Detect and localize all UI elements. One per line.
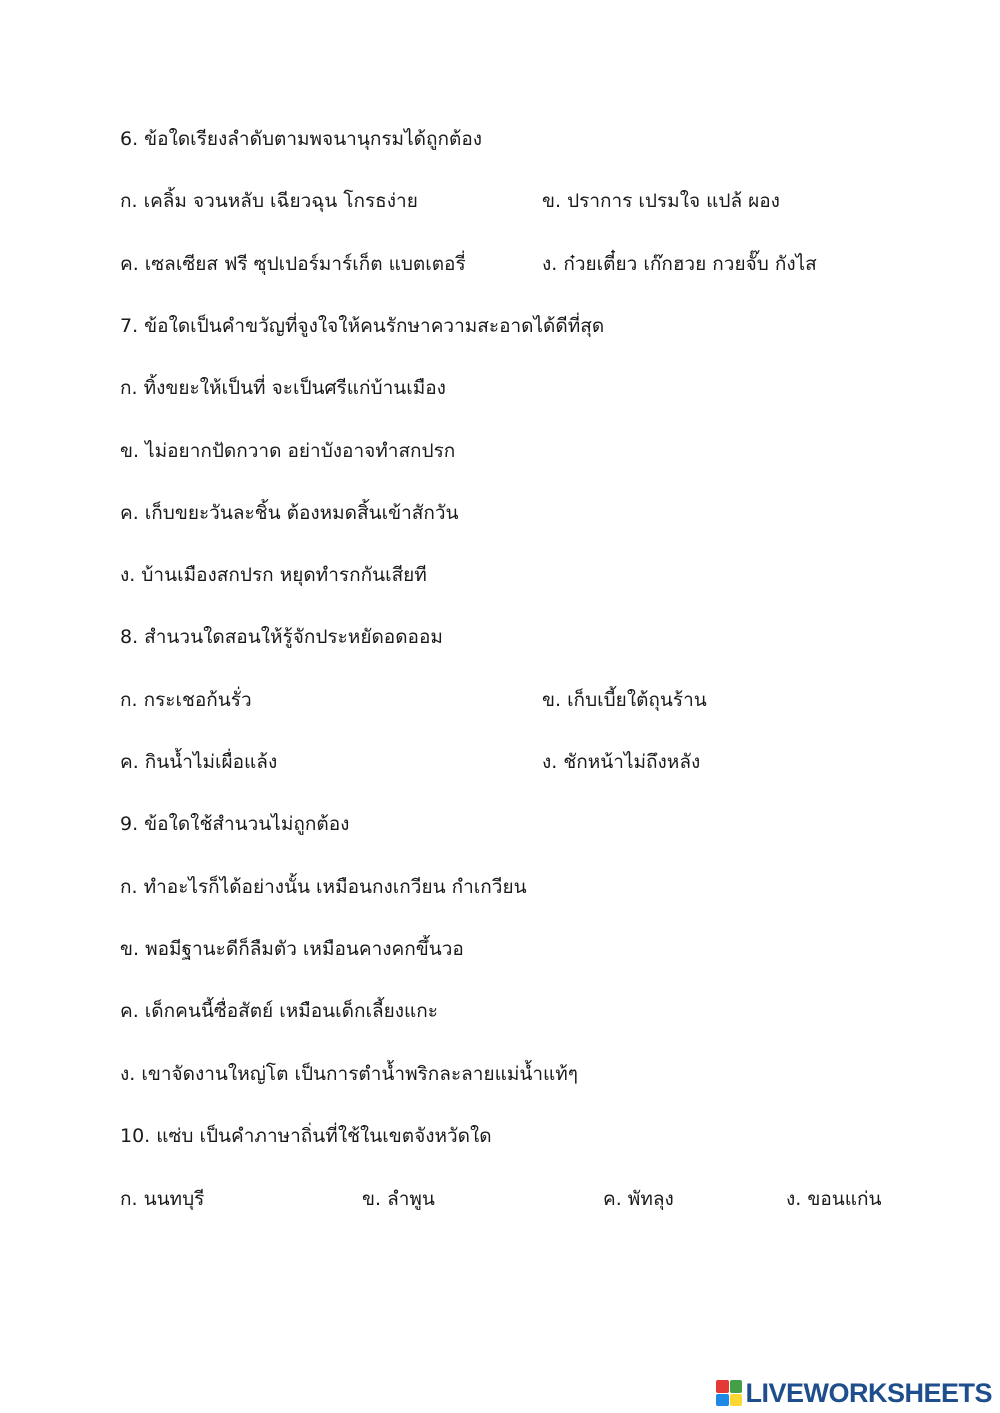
q6-option-c: ค. เซลเซียส ฟรี ซุปเปอร์มาร์เก็ต แบตเตอรี่ — [120, 253, 466, 275]
q9-option-c: ค. เด็กคนนี้ซื่อสัตย์ เหมือนเด็กเลี้ยงแกะ — [120, 1000, 439, 1022]
question-6: 6. ข้อใดเรียงลำดับตามพจนานุกรมได้ถูกต้อง — [120, 128, 483, 150]
q8-option-b: ข. เก็บเบี้ยใต้ถุนร้าน — [542, 689, 707, 711]
q6-option-d: ง. ก๋วยเตี๋ยว เก๊กฮวย กวยจั๊บ กังไส — [542, 253, 817, 275]
q9-option-a: ก. ทำอะไรก็ได้อย่างนั้น เหมือนกงเกวียน กำเกวียน — [120, 876, 527, 898]
q7-option-b: ข. ไม่อยากปัดกวาด อย่าบังอาจทำสกปรก — [120, 440, 456, 462]
q9-option-b: ข. พอมีฐานะดีก็ลืมตัว เหมือนคางคกขึ้นวอ — [120, 938, 464, 960]
q8-option-d: ง. ชักหน้าไม่ถึงหลัง — [542, 751, 701, 773]
q8-option-c: ค. กินน้ำไม่เผื่อแล้ง — [120, 751, 278, 773]
liveworksheets-icon — [716, 1380, 742, 1406]
q10-option-d: ง. ขอนแก่น — [786, 1188, 882, 1210]
q10-option-b: ข. ลำพูน — [362, 1188, 435, 1210]
logo-square-blue — [716, 1394, 729, 1407]
q10-option-a: ก. นนทบุรี — [120, 1188, 205, 1210]
liveworksheets-logo — [716, 1378, 992, 1408]
question-10: 10. แซ่บ เป็นคำภาษาถิ่นที่ใช้ในเขตจังหวัดใด — [120, 1125, 492, 1147]
q8-option-a: ก. กระเชอก้นรั่ว — [120, 689, 252, 711]
q6-option-b: ข. ปราการ เปรมใจ แปล้ ผอง — [542, 190, 780, 212]
question-9: 9. ข้อใดใช้สำนวนไม่ถูกต้อง — [120, 813, 350, 835]
q7-option-d: ง. บ้านเมืองสกปรก หยุดทำรกกันเสียที — [120, 564, 427, 586]
logo-square-yellow — [730, 1394, 743, 1407]
q6-option-a: ก. เคลิ้ม จวนหลับ เฉียวฉุน โกรธง่าย — [120, 190, 418, 212]
question-8: 8. สำนวนใดสอนให้รู้จักประหยัดอดออม — [120, 626, 443, 648]
q7-option-c: ค. เก็บขยะวันละชิ้น ต้องหมดสิ้นเข้าสักวัน — [120, 502, 459, 524]
logo-square-green — [730, 1380, 743, 1393]
question-7: 7. ข้อใดเป็นคำขวัญที่จูงใจให้คนรักษาความสะอาดได้ดีที่สุด — [120, 315, 605, 337]
logo-square-red — [716, 1380, 729, 1393]
q10-option-c: ค. พัทลุง — [603, 1188, 674, 1210]
q9-option-d: ง. เขาจัดงานใหญ่โต เป็นการตำน้ำพริกละลายแม่น้ำแท้ๆ — [120, 1063, 579, 1085]
q7-option-a: ก. ทิ้งขยะให้เป็นที่ จะเป็นศรีแก่บ้านเมือง — [120, 377, 446, 399]
brand-name: LIVEWORKSHEETS — [745, 1377, 992, 1408]
